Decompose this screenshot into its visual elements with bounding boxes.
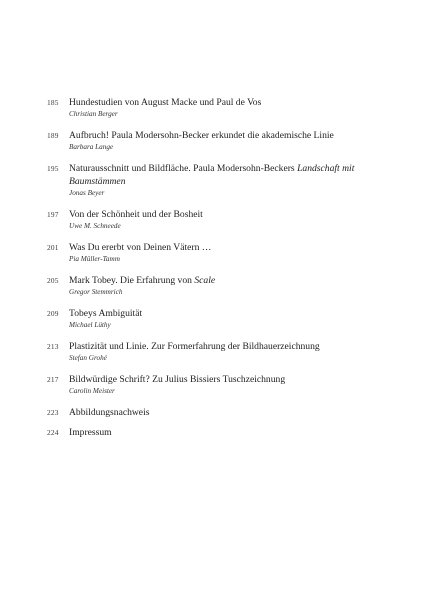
toc-entry	[0, 307, 425, 331]
toc-entry	[0, 241, 425, 265]
toc-entry	[0, 162, 425, 199]
toc-page-number: 205	[47, 276, 59, 285]
toc-entry-title	[69, 373, 369, 386]
table-of-contents	[0, 96, 425, 446]
toc-entry-title	[69, 426, 369, 439]
toc-title-italic-text: Landschaft mit Baumstämmen	[69, 163, 355, 187]
toc-entry-title	[69, 340, 369, 353]
toc-entry	[0, 406, 425, 419]
toc-entry-author: Pia Müller-Tamm	[69, 255, 120, 263]
toc-entry-author: Carolin Meister	[69, 387, 115, 395]
toc-entry-title	[69, 129, 369, 142]
toc-page-number: 195	[47, 164, 59, 173]
toc-entry	[0, 340, 425, 364]
toc-title-text: Bildwürdige Schrift? Zu Julius Bissiers Tuschzeichnung	[69, 374, 286, 385]
toc-entry-author: Barbara Lange	[69, 143, 114, 151]
toc-title-text: Hundestudien von August Macke und Paul de Vos	[69, 97, 262, 108]
toc-entry	[0, 96, 425, 120]
toc-page-number: 209	[47, 309, 59, 318]
toc-entry-title	[69, 274, 369, 287]
toc-title-text: Tobeys Ambiguität	[69, 308, 143, 319]
toc-title-text: Was Du ererbt von Deinen Vätern …	[69, 242, 212, 253]
toc-page-number: 197	[47, 210, 59, 219]
toc-entry-author: Christian Berger	[69, 110, 118, 118]
toc-entry-author: Michael Lüthy	[69, 321, 111, 329]
toc-entry-author: Gregor Stemmrich	[69, 288, 123, 296]
toc-title-text: Plastizität und Linie. Zur Formerfahrung der Bildhauerzeichnung	[69, 341, 320, 352]
toc-page-number: 217	[47, 375, 59, 384]
toc-page-number: 223	[47, 408, 59, 417]
toc-title-text: Aufbruch! Paula Modersohn-Becker erkundet die akademische Linie	[69, 130, 334, 141]
toc-entry-title	[69, 406, 369, 419]
toc-entry-author: Uwe M. Schneede	[69, 222, 121, 230]
toc-title-text: Naturausschnitt und Bildfläche. Paula Modersohn-Beckers	[69, 163, 298, 174]
toc-entry-author: Jonas Beyer	[69, 189, 105, 197]
toc-entry-title	[69, 307, 369, 320]
toc-page-number: 185	[47, 98, 59, 107]
toc-entry	[0, 373, 425, 397]
toc-entry-title	[69, 241, 369, 254]
toc-title-text: Mark Tobey. Die Erfahrung von	[69, 275, 195, 286]
toc-entry-title	[69, 208, 369, 221]
toc-entry-author: Stefan Grohé	[69, 354, 107, 362]
toc-page-number: 189	[47, 131, 59, 140]
toc-title-text: Abbildungsnachweis	[69, 407, 150, 418]
toc-title-italic-text: Scale	[194, 275, 216, 286]
toc-title-text: Impressum	[69, 427, 112, 438]
toc-entry-title	[69, 162, 369, 188]
toc-page-number: 213	[47, 342, 59, 351]
toc-page-number: 201	[47, 243, 59, 252]
toc-entry	[0, 208, 425, 232]
toc-title-text: Von der Schönheit und der Bosheit	[69, 209, 203, 220]
toc-entry	[0, 426, 425, 439]
toc-page-number: 224	[47, 428, 59, 437]
toc-entry-title	[69, 96, 369, 109]
toc-entry	[0, 274, 425, 298]
toc-entry	[0, 129, 425, 153]
